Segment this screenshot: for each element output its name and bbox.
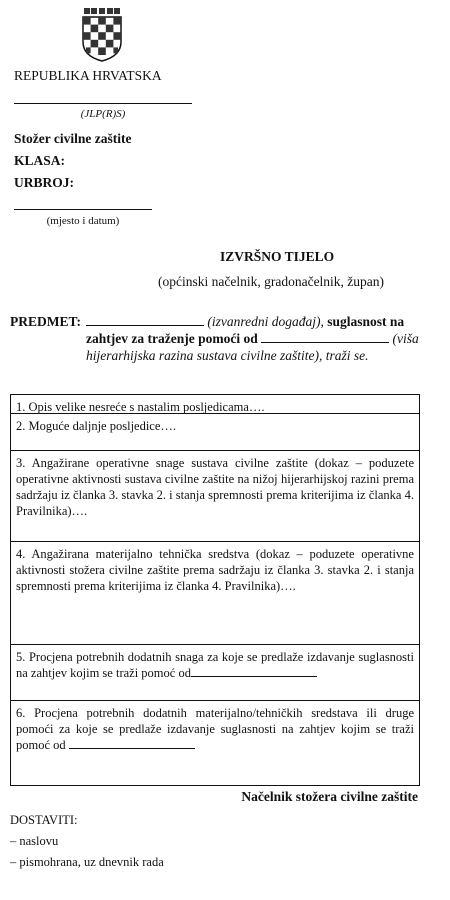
event-blank [86,314,204,326]
recipient-title: IZVRŠNO TIJELO [220,249,335,264]
delivery-block [10,810,164,873]
jlprs-caption: (JLP(R)S) [80,108,126,120]
table-row: 4. Angažirana materijalno tehnička sredstva (dokaz – poduzete operativne aktivnosti stožera civilne zaštite prema sadržaju iz članka 3. stavka 2. i stanja spremnosti prema kriterijima iz članka 4. Pravilnika)…. [11,542,419,645]
croatian-coat-of-arms-icon [80,8,124,62]
subject-end: traži se. [325,348,369,363]
place-date-caption: (mjesto i datum) [46,215,120,227]
country-name: REPUBLIKA HRVATSKA [14,68,162,83]
subject-label: PREDMET: [10,314,81,329]
table-row: 3. Angažirane operativne snage sustava civilne zaštite (dokaz – poduzete operativne aktivnosti sustava civilne zaštite na nižoj hijerarhijskoj razini prema sadržaju iz članka 3. stavka 2. i stanja spremnosti prema kriterijima iz članka 4. Pravilnika)…. [11,451,419,542]
table-row [11,645,419,701]
row-6-text: 6. Procjena potrebnih dodatnih materijalno/tehničkih sredstava ili druge pomoći za koje se predlaže izdavanje suglasnosti na zahtjev kojim se traži pomoć od [16,706,414,752]
row-6-blank [69,737,195,749]
list-item: – pismohrana, uz dnevnik rada [10,855,164,869]
urbroj-label: URBROJ: [14,175,74,190]
subject-block [10,313,420,364]
checkerboard-shield [83,17,121,61]
list-item: – naslovu [10,834,59,848]
body-name: Stožer civilne zaštite [14,131,132,146]
row-5-text: 5. Procjena potrebnih dodatnih snaga za koje se predlaže izdavanje suglasnosti na zahtjev kojim se traži pomoć od [16,650,414,680]
table-row [11,701,419,786]
assessment-table [10,394,420,786]
consent-text: suglasnost na zahtjev za traženje pomoći od [86,314,405,346]
authority-blank [261,331,389,343]
crown [84,8,120,14]
jlprs-blank-line [14,103,192,104]
table-row: 1. Opis velike nesreće s nastalim posljedicama…. [11,395,419,414]
delivery-title: DOSTAVITI: [10,813,78,827]
row-5-blank [191,665,317,677]
recipient-subtitle: (općinski načelnik, gradonačelnik, župan) [158,274,385,289]
signature-line: Načelnik stožera civilne zaštite [241,789,418,804]
place-date-blank-line [14,209,152,210]
table-row: 2. Moguće daljnje posljedice…. [11,414,419,451]
klasa-label: KLASA: [14,153,66,168]
event-note: (izvanredni događaj), [207,314,324,329]
authority-note: (viša hijerarhijska razina sustava civilne zaštite), [86,331,419,363]
